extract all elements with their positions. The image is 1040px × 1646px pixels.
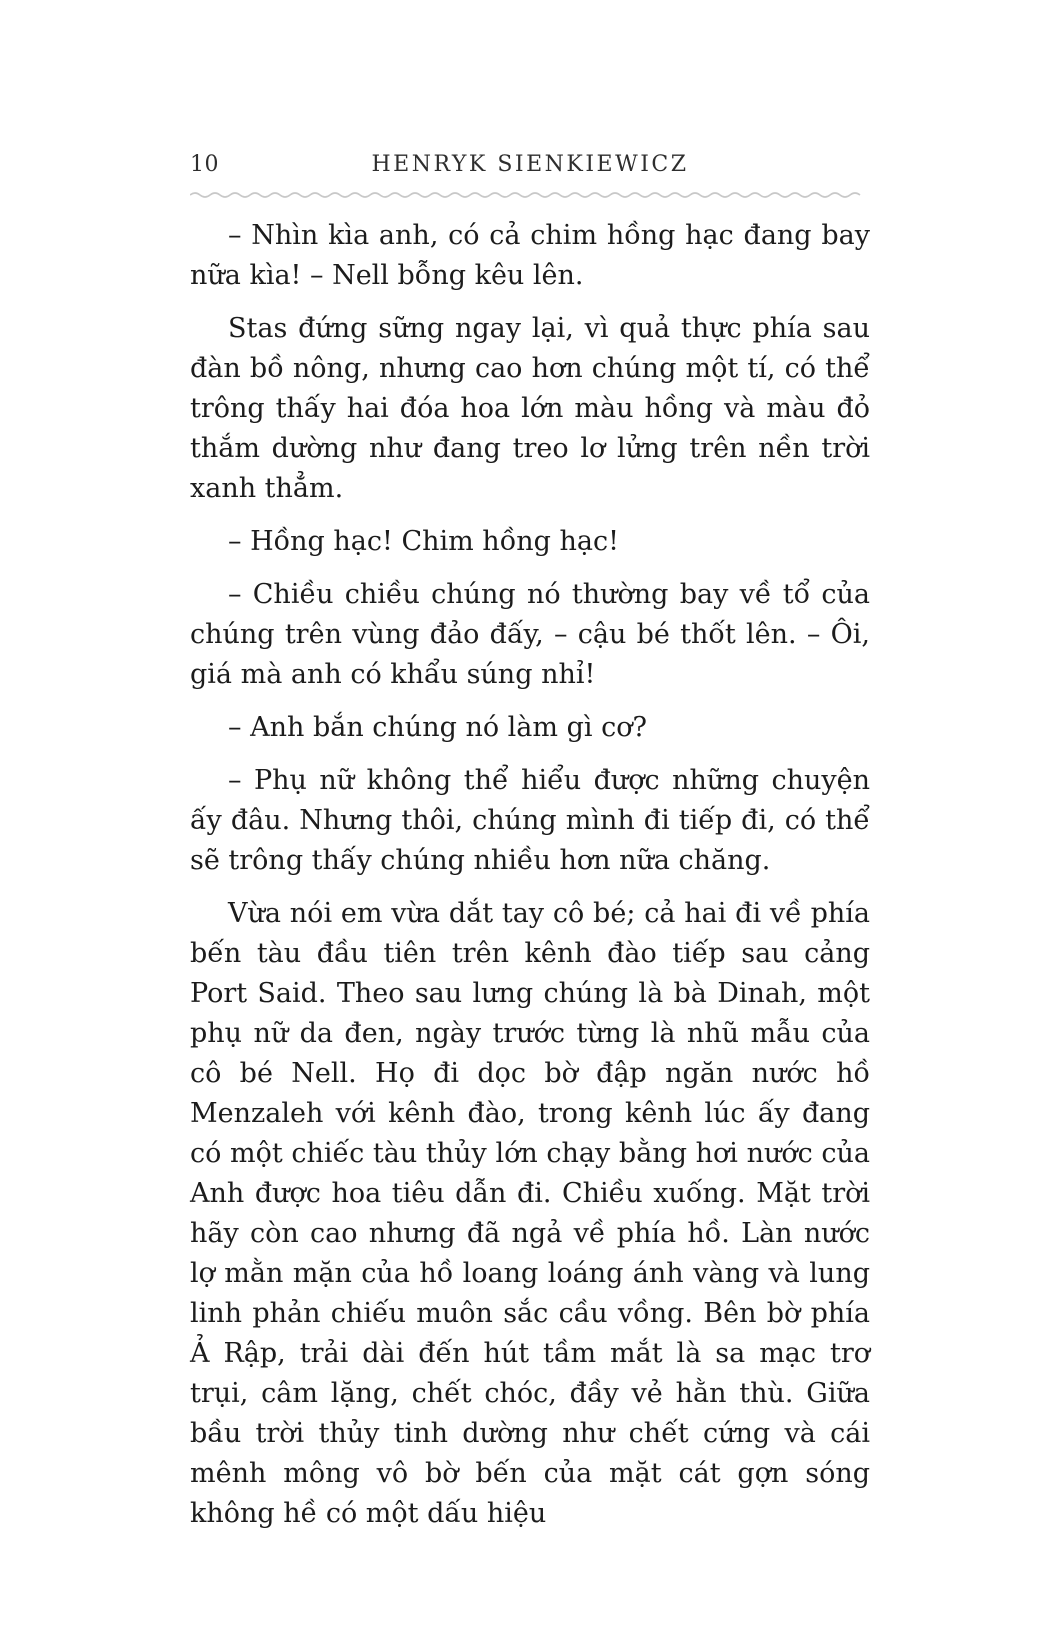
wave-divider-ornament <box>190 188 870 200</box>
paragraph: – Chiều chiều chúng nó thường bay về tổ của chúng trên vùng đảo đấy, – cậu bé thốt lên. – Ôi, giá mà anh có khẩu súng nhỉ! <box>190 579 870 690</box>
body-text <box>190 216 870 1534</box>
page-header <box>190 150 870 180</box>
paragraph: – Hồng hạc! Chim hồng hạc! <box>228 526 619 557</box>
paragraph: – Nhìn kìa anh, có cả chim hồng hạc đang bay nữa kìa! – Nell bỗng kêu lên. <box>190 220 870 291</box>
author-header: HENRYK SIENKIEWICZ <box>371 152 689 177</box>
paragraph: Vừa nói em vừa dắt tay cô bé; cả hai đi về phía bến tàu đầu tiên trên kênh đào tiếp sau cảng Port Said. Theo sau lưng chúng là bà Dinah, một phụ nữ da đen, ngày trước từng là nhũ mẫu của cô bé Nell. Họ đi dọc bờ đập ngăn nước hồ Menzaleh với kênh đào, trong kênh lúc ấy đang có một chiếc tàu thủy lớn chạy bằng hơi nước của Anh được hoa tiêu dẫn đi. Chiều xuống. Mặt trời hãy còn cao nhưng đã ngả về phía hồ. Làn nước lợ mằn mặn của hồ loang loáng ánh vàng và lung linh phản chiếu muôn sắc cầu vồng. Bên bờ phía Ả Rập, trải dài đến hút tầm mắt là sa mạc trơ trụi, câm lặng, chết chóc, đầy vẻ hằn thù. Giữa bầu trời thủy tinh dường như chết cứng và cái mênh mông vô bờ bến của mặt cát gợn sóng không hề có một dấu hiệu <box>190 898 870 1529</box>
page-number: 10 <box>190 152 219 177</box>
page-content <box>190 150 870 1547</box>
paragraph: – Anh bắn chúng nó làm gì cơ? <box>228 712 647 743</box>
paragraph: – Phụ nữ không thể hiểu được những chuyện ấy đâu. Nhưng thôi, chúng mình đi tiếp đi, có thể sẽ trông thấy chúng nhiều hơn nữa chăng. <box>190 765 870 876</box>
paragraph: Stas đứng sững ngay lại, vì quả thực phía sau đàn bồ nông, nhưng cao hơn chúng một tí, có thể trông thấy hai đóa hoa lớn màu hồng và màu đỏ thắm dường như đang treo lơ lửng trên nền trời xanh thẳm. <box>190 313 870 504</box>
